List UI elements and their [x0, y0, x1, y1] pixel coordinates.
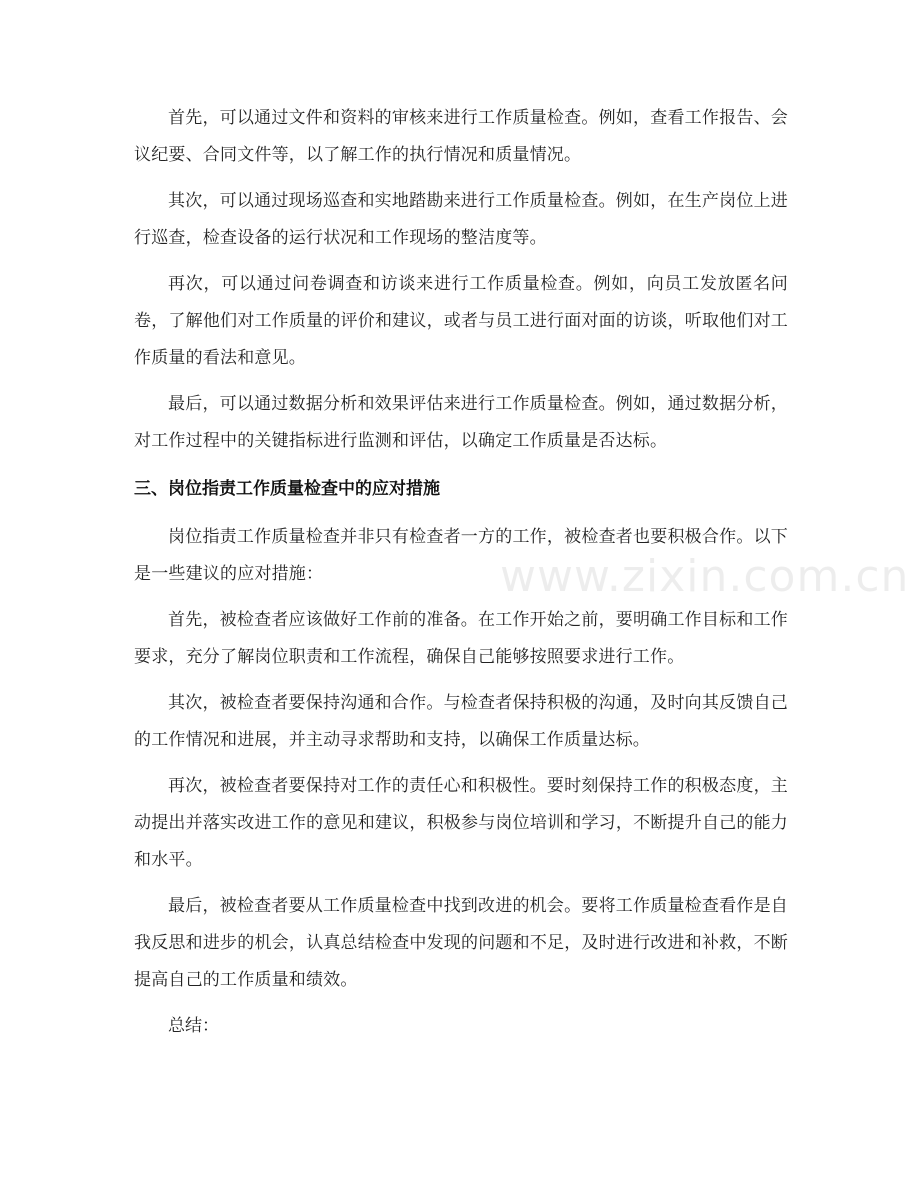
- paragraph-data-analysis: 最后，可以通过数据分析和效果评估来进行工作质量检查。例如，通过数据分析，对工作过程中的关键指标进行监测和评估，以确定工作质量是否达标。: [134, 394, 788, 451]
- paragraph-survey-interview: 再次，可以通过问卷调查和访谈来进行工作质量检查。例如，向员工发放匿名问卷，了解他们对工作质量的评价和建议，或者与员工进行面对面的访谈，听取他们对工作质量的看法和意见。: [134, 274, 788, 368]
- paragraph-intro-measures: 岗位指责工作质量检查并非只有检查者一方的工作，被检查者也要积极合作。以下是一些建议的应对措施：: [134, 527, 788, 584]
- section-heading: 三、岗位指责工作质量检查中的应对措施: [134, 479, 440, 499]
- summary-label: 总结：: [168, 1016, 219, 1036]
- paragraph-communication: 其次，被检查者要保持沟通和合作。与检查者保持积极的沟通，及时向其反馈自己的工作情况和进展，并主动寻求帮助和支持，以确保工作质量达标。: [134, 693, 788, 750]
- paragraph-improvement: 最后，被检查者要从工作质量检查中找到改进的机会。要将工作质量检查看作是自我反思和进步的机会，认真总结检查中发现的问题和不足，及时进行改进和补救，不断提高自己的工作质量和绩效。: [134, 896, 788, 990]
- paragraph-file-review: 首先，可以通过文件和资料的审核来进行工作质量检查。例如，查看工作报告、会议纪要、合同文件等，以了解工作的执行情况和质量情况。: [134, 108, 788, 165]
- paragraph-responsibility: 再次，被检查者要保持对工作的责任心和积极性。要时刻保持工作的积极态度，主动提出并落实改进工作的意见和建议，积极参与岗位培训和学习，不断提升自己的能力和水平。: [134, 776, 788, 870]
- paragraph-preparation: 首先，被检查者应该做好工作前的准备。在工作开始之前，要明确工作目标和工作要求，充分了解岗位职责和工作流程，确保自己能够按照要求进行工作。: [134, 610, 788, 667]
- paragraph-site-inspection: 其次，可以通过现场巡查和实地踏勘来进行工作质量检查。例如，在生产岗位上进行巡查，检查设备的运行状况和工作现场的整洁度等。: [134, 191, 788, 248]
- watermark-text: www.zixin.com.cn: [500, 551, 910, 602]
- document-body: [134, 100, 788, 1045]
